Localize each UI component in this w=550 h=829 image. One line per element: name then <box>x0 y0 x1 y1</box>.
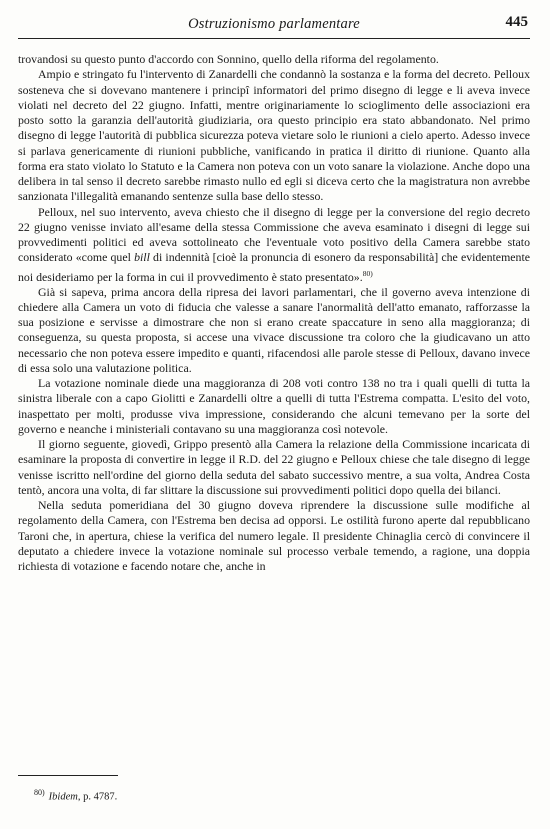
footnote-text: , p. 4787. <box>77 791 118 803</box>
paragraph: La votazione nominale diede una maggioranza di 208 voti contro 138 no tra i quali quelli di tutta la sinistra liberale con a capo Giolitti e Zanardelli oltre a quelli di tutta l'Estrema compatta. L'esito del voto, inaspettato per molti, produsse viva impressione, considerando che alcuni temevano per la sorte del governo e neanche i ministeriali contavano su una maggioranza così notevole. <box>18 376 530 436</box>
paragraph <box>18 205 530 285</box>
paragraph: Il giorno seguente, giovedì, Grippo presentò alla Camera la relazione della Commissione incaricata di esaminare la proposta di convertire in legge il R.D. del 22 giugno e Pelloux chiese che tale disegno di legge venisse iscritto nell'ordine del giorno della seduta del sabato successivo mentre, a sua volta, Andrea Costa tentò, ancora una volta, di far slittare la discussione sui provvedimenti politici dopo quella dei bilanci. <box>18 437 530 497</box>
footnote-reference: 80) <box>362 268 373 278</box>
footnote-source: Ibidem <box>48 791 78 803</box>
footnote <box>34 788 117 803</box>
footnote-number: 80) <box>34 788 45 797</box>
italic-term: bill <box>134 250 150 265</box>
paragraph: Nella seduta pomeridiana del 30 giugno doveva riprendere la discussione sulle modifiche al regolamento della Camera, con l'Estrema ben decisa ad opporsi. Le ostilità furono aperte dal repubblicano Taroni che, in apertura, chiese la verifica del numero legale. Il presidente Chinaglia cercò di convincere il deputato a chiedere invece la votazione nominale sul processo verbale temendo, a ragione, una doppia richiesta di votazione e facendo notare che, anche in <box>18 498 530 574</box>
body-text <box>18 52 530 574</box>
running-header <box>18 14 530 39</box>
paragraph: Già si sapeva, prima ancora della ripresa dei lavori parlamentari, che il governo aveva intenzione di chiedere alla Camera un voto di fiducia che valesse a sanare l'anormalità dell'atto emanato, rafforzasse la sua posizione e servisse a dimostrare che non si erano create spaccature in seno alla maggioranza; di conseguenza, su questa proposta, si accese una vivace discussione tra coloro che la giudicavano un atto necessario che non poteva essere impedito e quanti, rifacendosi alle parole stesse di Pelloux, davano invece di essa solo una valutazione politica. <box>18 284 530 375</box>
footnote-separator <box>18 775 118 776</box>
paragraph: trovandosi su questo punto d'accordo con Sonnino, quello della riforma del regolamento. <box>18 52 439 66</box>
paragraph: Ampio e stringato fu l'intervento di Zanardelli che condannò la sostanza e la forma del decreto. Pelloux sosteneva che si dovevano mantenere i principî informatori del primo disegno di legge e li aveva invece violati nel decreto del 22 giugno. Infatti, mentre originariamente lo scioglimento delle associazioni era posto sotto la garanzia dell'autorità giudiziaria, ora questo principio era stato abbandonato. Nel primo disegno di legge l'autorità di pubblica sicurezza poteva vietare solo le riunioni a cielo aperto. Adesso invece si parlava genericamente di riunioni pubbliche, vanificando in pratica il diritto di riunione. Quanto alla forma era stato violato lo Statuto e la Camera non poteva con un voto sanare la violazione. Anche dopo una delibera in tal senso il decreto sarebbe rimasto nullo ed egli si diceva certo che la magistratura non avrebbe sanzionata l'illegalità emanando sentenze sulla base dello stesso. <box>18 67 530 204</box>
running-title: Ostruzionismo parlamentare <box>188 16 360 32</box>
paragraph-text: Pelloux, nel suo intervento, aveva chiesto che il disegno di legge per la conversione del regio decreto 22 giugno venisse inviato all'esame della stessa Commissione che aveva esaminato i disegni di legge sui provvedimenti politici ed aveva sottolineato che l'eventuale voto positivo della Camera sarebbe stato considerato «come quel <box>18 204 530 265</box>
page-number: 445 <box>505 14 528 30</box>
paragraph-text: di indennità [cioè la pronuncia di esonero da responsabilità] che evidentemente noi desideriamo per la forma in cui il provvedimento è stato presentato». <box>18 250 531 284</box>
